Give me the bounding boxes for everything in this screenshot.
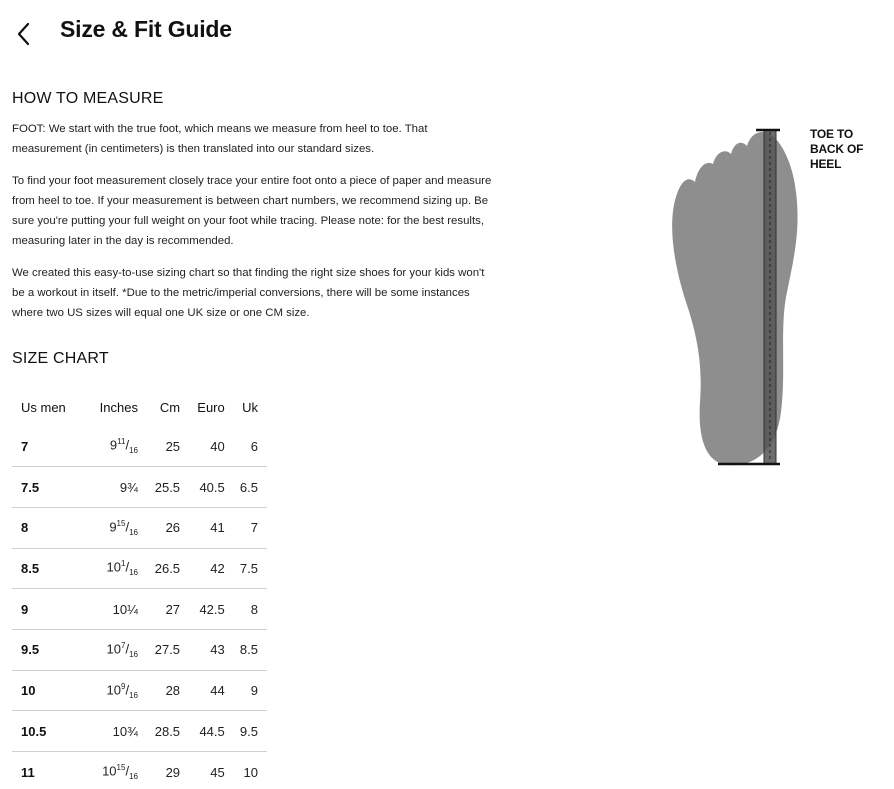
cell-inches [89,711,147,752]
table-row [12,752,267,789]
inch-numerator: 15 [116,763,126,773]
measuring-paragraph: To find your foot measurement closely trace your entire foot onto a piece of paper and measure from heel to toe. If your measurement is between chart numbers, we recommend sizing up. Be sure you're putting your full weight on your foot while tracing. Please note: for the best results, measuring later in the day is recommended. [12,175,492,247]
cell-inches [89,426,147,467]
cell-us-men: 10 [12,670,89,711]
inch-whole: 9¾ [119,479,138,495]
cell-euro: 40 [189,426,234,467]
column-header-cm: Cm [159,399,181,415]
cell-inches [89,507,147,548]
cell-inches [89,629,147,670]
inch-denominator: 16 [129,649,138,659]
cell-euro: 42 [189,548,234,589]
inch-whole: 10 [106,559,121,575]
cell-euro: 41 [189,507,234,548]
fraction-slash: / [125,437,130,453]
table-header-row [12,388,267,426]
cell-euro: 43 [189,629,234,670]
column-header-inches: Inches [99,399,138,415]
column-header-us-men: Us men [21,399,66,415]
page-header [0,0,894,62]
cell-uk: 6 [234,426,267,467]
cell-us-men: 7 [12,426,89,467]
sizing-chart-paragraph: We created this easy-to-use sizing chart so that finding the right size shoes for your kids won't be a workout in itself. *Due to the metric/imperial conversions, there will be some instances where two US sizes will equal one UK size or one CM size. [12,267,485,319]
inch-whole: 9 [109,519,117,535]
how-to-measure-section [12,90,492,335]
inch-numerator: 1 [121,559,126,569]
cell-inches [89,752,147,789]
cell-euro: 44.5 [189,711,234,752]
column-header-euro: Euro [197,399,225,415]
cell-cm: 26.5 [147,548,189,589]
table-row [12,548,267,589]
cell-us-men: 8 [12,507,89,548]
inch-numerator: 9 [121,681,126,691]
inch-numerator: 15 [116,518,126,528]
how-to-measure-title: HOW TO MEASURE [12,90,164,107]
cell-euro: 45 [210,764,225,780]
inch-whole: 10¾ [112,723,138,739]
table-row [12,629,267,670]
cell-uk: 10 [243,764,258,780]
inch-denominator: 16 [129,568,138,578]
table-row [12,711,267,752]
cell-uk: 6.5 [234,467,267,508]
cell-inches [89,467,147,508]
chevron-left-icon [12,20,38,48]
inch-denominator: 16 [129,772,138,782]
cell-us-men: 9 [12,589,89,630]
cell-cm: 28 [147,670,189,711]
cell-us-men: 8.5 [12,548,89,589]
cell-uk: 7.5 [234,548,267,589]
cell-inches [89,670,147,711]
cell-euro: 40.5 [189,467,234,508]
cell-euro: 44 [189,670,234,711]
table-row [12,426,267,467]
inch-whole: 10 [106,641,121,657]
cell-us-men: 7.5 [12,467,89,508]
inch-denominator: 16 [129,690,138,700]
inch-numerator: 11 [117,437,126,447]
cell-inches [89,589,147,630]
cell-cm: 25.5 [147,467,189,508]
column-header-uk: Uk [242,399,258,415]
fraction-slash: / [125,763,130,779]
cell-uk: 8 [234,589,267,630]
inch-numerator: 7 [121,640,126,650]
back-button[interactable] [12,20,38,48]
fraction-slash: / [125,681,130,697]
cell-us-men: 10.5 [12,711,89,752]
size-chart-title: SIZE CHART [12,350,109,367]
fraction-slash: / [125,519,130,535]
cell-cm: 29 [165,764,181,780]
toe-to-heel-label [810,127,863,172]
table-row [12,670,267,711]
foot-paragraph: FOOT: We start with the true foot, which means we measure from heel to toe. That measurement (in centimeters) is then translated into our standard sizes. [12,123,428,155]
label-line: BACK OF [810,142,864,156]
cell-cm: 26 [147,507,189,548]
cell-uk: 7 [234,507,267,548]
cell-cm: 27.5 [147,629,189,670]
table-row [12,507,267,548]
cell-us-men: 9.5 [12,629,89,670]
page-title: Size & Fit Guide [60,16,232,42]
label-line: HEEL [810,157,842,171]
inch-whole: 10 [106,681,121,697]
inch-whole: 10 [102,763,117,779]
foot-shape [672,130,797,465]
cell-cm: 25 [147,426,189,467]
fraction-slash: / [125,559,130,575]
inch-denominator: 16 [129,527,138,537]
inch-denominator: 16 [129,446,138,456]
cell-cm: 28.5 [147,711,189,752]
size-chart-table [12,388,267,789]
foot-measure-icon [668,122,808,472]
label-line: TOE TO [810,127,854,141]
cell-uk: 9.5 [234,711,267,752]
table-row [12,589,267,630]
cell-cm: 27 [147,589,189,630]
inch-whole: 9 [109,437,118,453]
cell-uk: 8.5 [234,629,267,670]
table-row [12,467,267,508]
cell-uk: 9 [234,670,267,711]
cell-inches [89,548,147,589]
inch-whole: 10¼ [112,601,138,617]
fraction-slash: / [125,641,130,657]
cell-us-men: 11 [21,764,35,780]
cell-euro: 42.5 [189,589,234,630]
size-chart-body [12,426,267,789]
